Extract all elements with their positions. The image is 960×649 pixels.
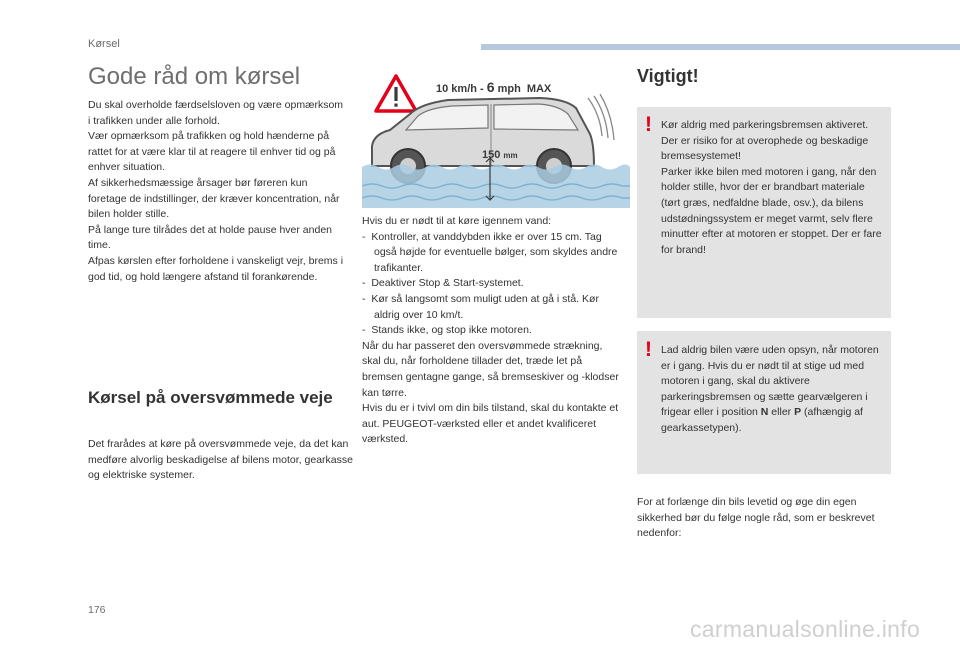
intro-paragraph: På lange ture tilrådes det at holde pause hver anden time. bbox=[88, 223, 333, 252]
list-item: - Kontroller, at vanddybden ikke er over 15 cm. Tag også højde for eventuelle bølger, som skyldes andre trafikanter. bbox=[362, 230, 618, 274]
intro-paragraph: Vær opmærksom på trafikken og hold hænderne på rattet for at være klar til at reagere til enhver tid og på enhver situation. bbox=[88, 130, 336, 174]
list-item: - Stands ikke, og stop ikke motoren. bbox=[362, 324, 532, 337]
intro-text bbox=[88, 98, 348, 285]
intro-paragraph: Du skal overholde færdselsloven og være opmærksom i trafikken under alle forhold. bbox=[88, 99, 344, 127]
depth-label: 150 mm bbox=[482, 149, 518, 161]
intro-paragraph: Afpas kørslen efter forholdene i vanskeligt vejr, brems i god tid, og hold længere afstand til forankørende. bbox=[88, 254, 344, 283]
page-number: 176 bbox=[88, 604, 106, 616]
water-guidance-after: Når du har passeret den oversvømmede strækning, skal du, når forholdene tillader det, træde let på bremsen gentagne gange, så bremseskiver og -klodser kan tørre. bbox=[362, 339, 619, 399]
exclamation-icon: ! bbox=[645, 113, 652, 136]
intro-paragraph: Af sikkerhedsmæssige årsager bør føreren kun foretage de indstillinger, der kræver koncentration, når bilen holder stille. bbox=[88, 176, 340, 221]
warning-box-text bbox=[661, 118, 885, 258]
water-guidance-after: Hvis du er i tvivl om din bils tilstand, skal du kontakte et aut. PEUGEOT-værksted eller et andet kvalificeret værksted. bbox=[362, 402, 619, 446]
watermark: carmanualsonline.info bbox=[690, 616, 921, 642]
flood-driving-illustration bbox=[362, 74, 630, 208]
speed-limit-label: 10 km/h - 6 mph MAX bbox=[436, 79, 552, 95]
water-guidance bbox=[362, 214, 624, 448]
header-bar bbox=[481, 44, 960, 50]
exclamation-icon: ! bbox=[645, 338, 652, 361]
flood-section-intro: Det frarådes at køre på oversvømmede veje, da det kan medføre alvorlig beskadigelse af bilens motor, gearkasse og elektriske systemer. bbox=[88, 438, 353, 482]
list-item: - Kør så langsomt som muligt uden at gå i stå. Kør aldrig over 10 km/t. bbox=[362, 292, 599, 321]
section-label: Kørsel bbox=[88, 38, 120, 50]
list-item: - Deaktiver Stop & Start-systemet. bbox=[362, 277, 524, 290]
warning-box bbox=[637, 331, 891, 474]
page-title: Gode råd om kørsel bbox=[88, 63, 301, 90]
warning-box bbox=[637, 107, 891, 318]
warning-paragraph: Parker ikke bilen med motoren i gang, når den holder stille, hvor der er brandbart materiale (tørt græs, nedfaldne blade, osv.), da bilens udstødningssystem er meget varmt, selv flere minutter efter at motoren er stoppet. Der er fare for brand! bbox=[661, 165, 882, 256]
water-level bbox=[362, 165, 630, 209]
important-heading: Vigtigt! bbox=[637, 66, 699, 86]
warning-paragraph: Kør aldrig med parkeringsbremsen aktiveret. Der er risiko for at overophede og beskadige bremsesystemet! bbox=[661, 119, 869, 163]
warning-triangle-icon bbox=[376, 76, 416, 111]
flood-section-heading: Kørsel på oversvømmede veje bbox=[88, 388, 333, 407]
water-guidance-lead: Hvis du er nødt til at køre igennem vand: bbox=[362, 215, 552, 227]
warning-box-text: Lad aldrig bilen være uden opsyn, når motoren er i gang. Hvis du er nødt til at stige ud med motoren i gang, skal du aktivere parkeringsbremsen og sætte gearvælgeren i frigear eller i position N eller P (afhængig af gearkassetypen). bbox=[661, 344, 879, 434]
outro-text: For at forlænge din bils levetid og øge din egen sikkerhed bør du følge nogle råd, som er beskrevet nedenfor: bbox=[637, 496, 875, 540]
